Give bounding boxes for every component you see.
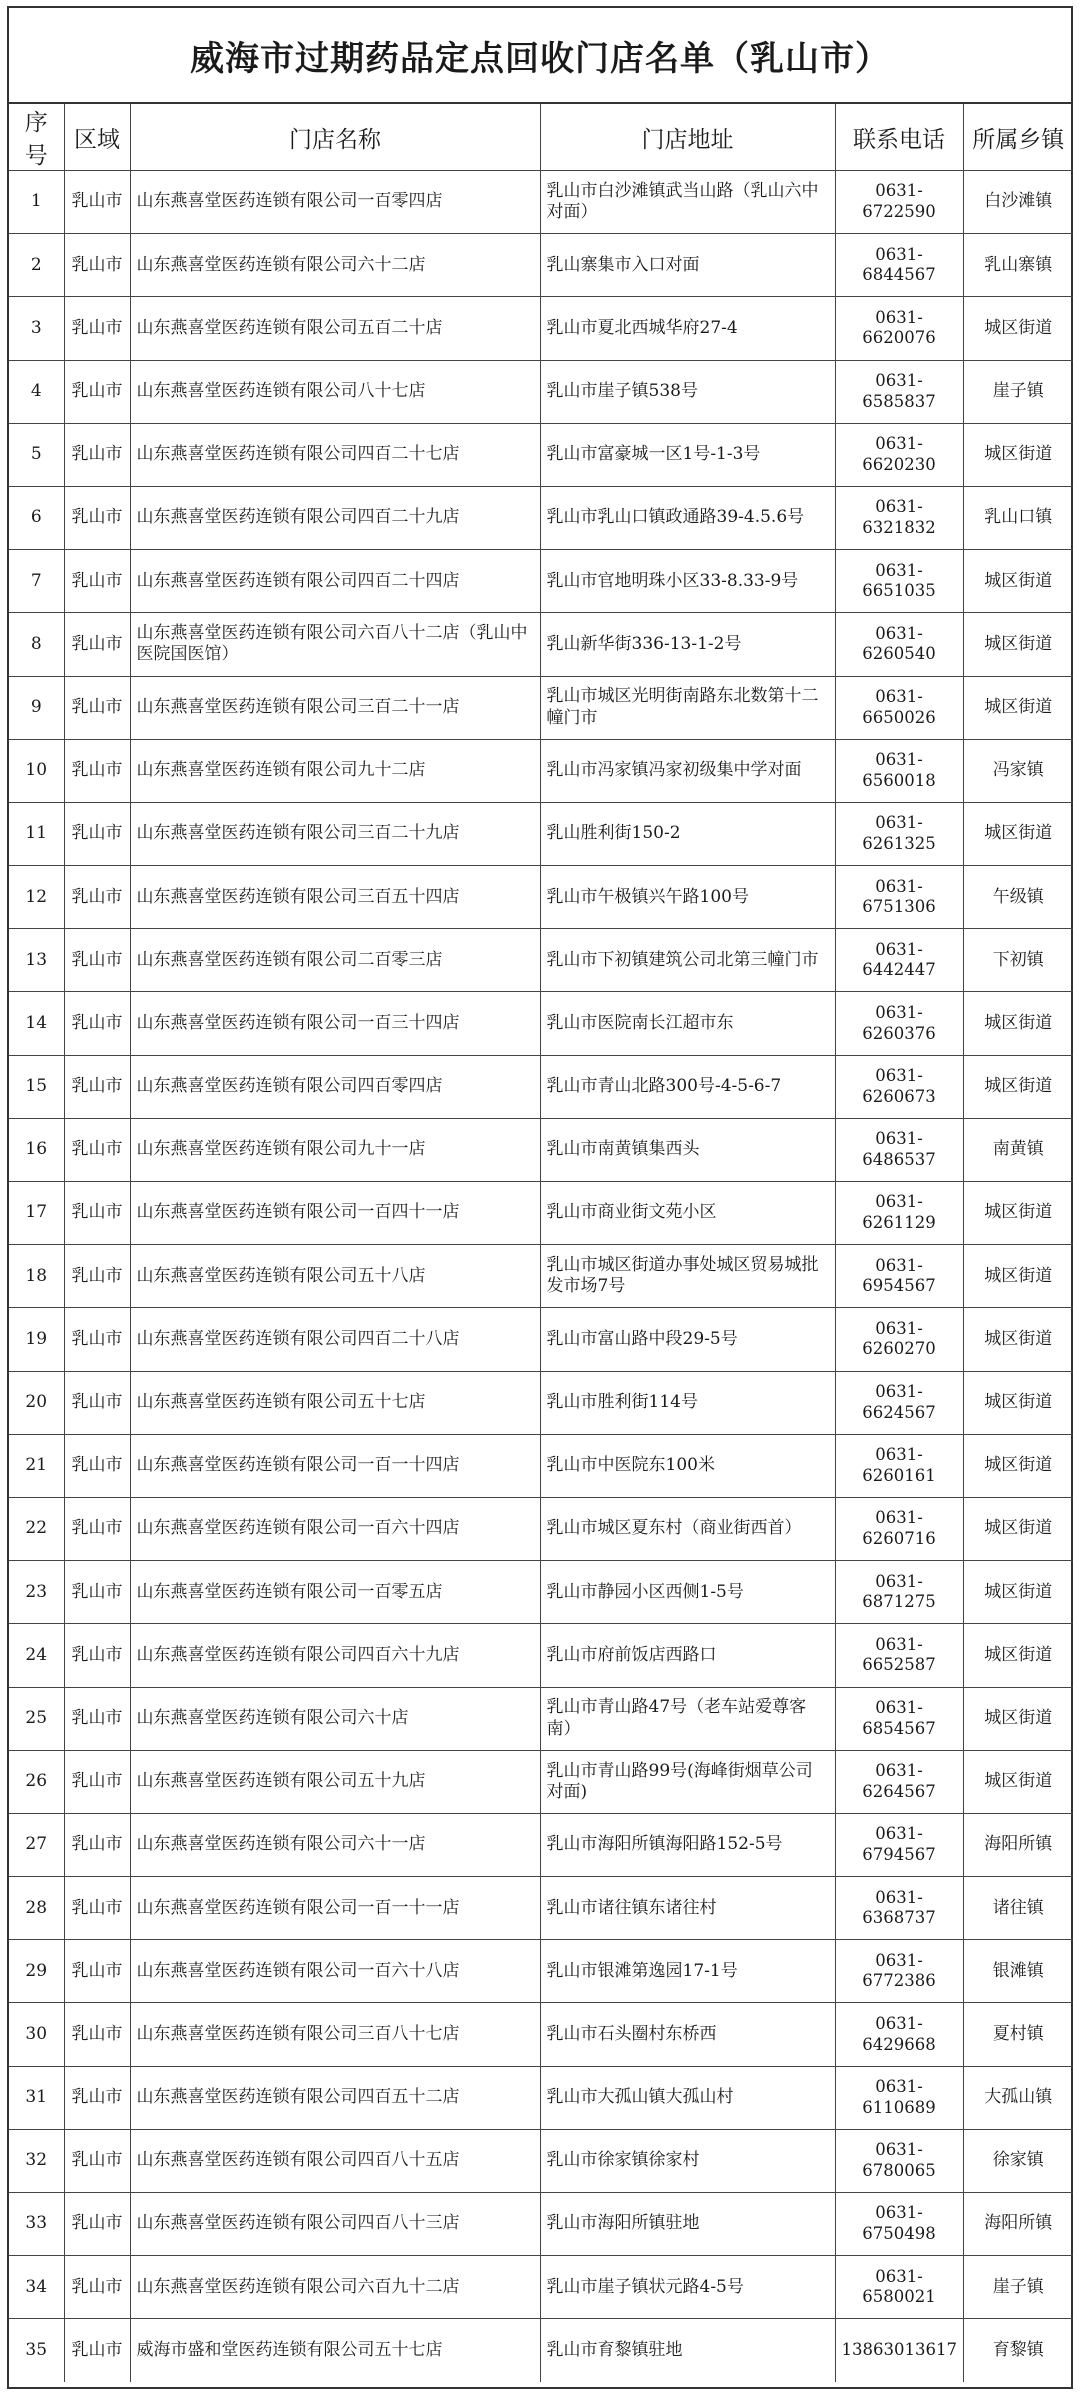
store-name-cell: 山东燕喜堂医药连锁有限公司三百二十九店 bbox=[130, 802, 540, 865]
store-name-cell: 山东燕喜堂医药连锁有限公司三百二十一店 bbox=[130, 676, 540, 739]
serial-cell: 25 bbox=[9, 1687, 64, 1750]
serial-cell: 27 bbox=[9, 1813, 64, 1876]
store-name-cell: 山东燕喜堂医药连锁有限公司五百二十店 bbox=[130, 297, 540, 360]
header-phone: 联系电话 bbox=[835, 104, 963, 171]
store-address-cell: 乳山市商业街文苑小区 bbox=[540, 1182, 835, 1245]
store-name-cell: 山东燕喜堂医药连锁有限公司九十一店 bbox=[130, 1118, 540, 1181]
serial-cell: 31 bbox=[9, 2066, 64, 2129]
town-cell: 城区街道 bbox=[963, 676, 1073, 739]
table-row bbox=[9, 1434, 1073, 1497]
table-row bbox=[9, 1371, 1073, 1434]
phone-cell: 0631-6871275 bbox=[835, 1561, 963, 1624]
town-cell: 城区街道 bbox=[963, 613, 1073, 676]
area-cell: 乳山市 bbox=[64, 2003, 130, 2066]
table-row bbox=[9, 2256, 1073, 2319]
phone-cell: 0631-6854567 bbox=[835, 1687, 963, 1750]
store-name-cell: 山东燕喜堂医药连锁有限公司一百零五店 bbox=[130, 1561, 540, 1624]
area-cell: 乳山市 bbox=[64, 2193, 130, 2256]
area-cell: 乳山市 bbox=[64, 486, 130, 549]
area-cell: 乳山市 bbox=[64, 929, 130, 992]
phone-cell: 0631-6261129 bbox=[835, 1182, 963, 1245]
phone-cell: 0631-6321832 bbox=[835, 486, 963, 549]
store-address-cell: 乳山市午极镇兴午路100号 bbox=[540, 866, 835, 929]
phone-cell: 0631-6954567 bbox=[835, 1245, 963, 1308]
area-cell: 乳山市 bbox=[64, 171, 130, 234]
area-cell: 乳山市 bbox=[64, 1182, 130, 1245]
town-cell: 城区街道 bbox=[963, 297, 1073, 360]
store-name-cell: 山东燕喜堂医药连锁有限公司四百八十五店 bbox=[130, 2129, 540, 2192]
town-cell: 夏村镇 bbox=[963, 2003, 1073, 2066]
phone-cell: 0631-6722590 bbox=[835, 171, 963, 234]
area-cell: 乳山市 bbox=[64, 1750, 130, 1813]
serial-cell: 21 bbox=[9, 1434, 64, 1497]
header-store-name: 门店名称 bbox=[130, 104, 540, 171]
store-name-cell: 山东燕喜堂医药连锁有限公司一百一十一店 bbox=[130, 1877, 540, 1940]
store-name-cell: 山东燕喜堂医药连锁有限公司五十八店 bbox=[130, 1245, 540, 1308]
town-cell: 徐家镇 bbox=[963, 2129, 1073, 2192]
store-name-cell: 山东燕喜堂医药连锁有限公司六十店 bbox=[130, 1687, 540, 1750]
store-address-cell: 乳山市城区街道办事处城区贸易城批发市场7号 bbox=[540, 1245, 835, 1308]
table-row bbox=[9, 739, 1073, 802]
area-cell: 乳山市 bbox=[64, 802, 130, 865]
serial-cell: 2 bbox=[9, 234, 64, 297]
serial-cell: 23 bbox=[9, 1561, 64, 1624]
phone-cell: 0631-6652587 bbox=[835, 1624, 963, 1687]
serial-cell: 10 bbox=[9, 739, 64, 802]
town-cell: 午级镇 bbox=[963, 866, 1073, 929]
table-row bbox=[9, 802, 1073, 865]
town-cell: 城区街道 bbox=[963, 1055, 1073, 1118]
table-row bbox=[9, 929, 1073, 992]
serial-cell: 19 bbox=[9, 1308, 64, 1371]
store-address-cell: 乳山市青山路47号（老车站爱尊客南） bbox=[540, 1687, 835, 1750]
store-address-cell: 乳山市富豪城一区1号-1-3号 bbox=[540, 423, 835, 486]
phone-cell: 0631-6620076 bbox=[835, 297, 963, 360]
store-address-cell: 乳山市大孤山镇大孤山村 bbox=[540, 2066, 835, 2129]
store-address-cell: 乳山胜利街150-2 bbox=[540, 802, 835, 865]
table-row bbox=[9, 1624, 1073, 1687]
store-address-cell: 乳山市石头圈村东桥西 bbox=[540, 2003, 835, 2066]
table-row bbox=[9, 866, 1073, 929]
table-row bbox=[9, 2193, 1073, 2256]
phone-cell: 13863013617 bbox=[835, 2319, 963, 2382]
town-cell: 城区街道 bbox=[963, 1497, 1073, 1560]
header-area: 区域 bbox=[64, 104, 130, 171]
table-row bbox=[9, 1245, 1073, 1308]
town-cell: 城区街道 bbox=[963, 1561, 1073, 1624]
serial-cell: 5 bbox=[9, 423, 64, 486]
store-name-cell: 山东燕喜堂医药连锁有限公司三百八十七店 bbox=[130, 2003, 540, 2066]
serial-cell: 34 bbox=[9, 2256, 64, 2319]
serial-cell: 4 bbox=[9, 360, 64, 423]
store-address-cell: 乳山市中医院东100米 bbox=[540, 1434, 835, 1497]
table-row bbox=[9, 423, 1073, 486]
phone-cell: 0631-6368737 bbox=[835, 1877, 963, 1940]
store-table bbox=[9, 104, 1073, 2382]
area-cell: 乳山市 bbox=[64, 2129, 130, 2192]
area-cell: 乳山市 bbox=[64, 992, 130, 1055]
area-cell: 乳山市 bbox=[64, 1813, 130, 1876]
area-cell: 乳山市 bbox=[64, 297, 130, 360]
table-body bbox=[9, 171, 1073, 2383]
store-address-cell: 乳山市下初镇建筑公司北第三幢门市 bbox=[540, 929, 835, 992]
town-cell: 银滩镇 bbox=[963, 1940, 1073, 2003]
store-name-cell: 山东燕喜堂医药连锁有限公司四百八十三店 bbox=[130, 2193, 540, 2256]
store-name-cell: 山东燕喜堂医药连锁有限公司六百九十二店 bbox=[130, 2256, 540, 2319]
serial-cell: 33 bbox=[9, 2193, 64, 2256]
table-row bbox=[9, 486, 1073, 549]
store-name-cell: 山东燕喜堂医药连锁有限公司一百零四店 bbox=[130, 171, 540, 234]
store-address-cell: 乳山市城区夏东村（商业街西首） bbox=[540, 1497, 835, 1560]
store-address-cell: 乳山新华街336-13-1-2号 bbox=[540, 613, 835, 676]
store-address-cell: 乳山市城区光明街南路东北数第十二幢门市 bbox=[540, 676, 835, 739]
table-row bbox=[9, 1687, 1073, 1750]
phone-cell: 0631-6624567 bbox=[835, 1371, 963, 1434]
table-row bbox=[9, 676, 1073, 739]
town-cell: 城区街道 bbox=[963, 1624, 1073, 1687]
store-address-cell: 乳山市青山路99号(海峰街烟草公司对面) bbox=[540, 1750, 835, 1813]
phone-cell: 0631-6650026 bbox=[835, 676, 963, 739]
phone-cell: 0631-6651035 bbox=[835, 550, 963, 613]
store-address-cell: 乳山市诸往镇东诸往村 bbox=[540, 1877, 835, 1940]
town-cell: 乳山口镇 bbox=[963, 486, 1073, 549]
phone-cell: 0631-6261325 bbox=[835, 802, 963, 865]
town-cell: 崖子镇 bbox=[963, 360, 1073, 423]
area-cell: 乳山市 bbox=[64, 1434, 130, 1497]
serial-cell: 17 bbox=[9, 1182, 64, 1245]
area-cell: 乳山市 bbox=[64, 550, 130, 613]
town-cell: 白沙滩镇 bbox=[963, 171, 1073, 234]
store-name-cell: 山东燕喜堂医药连锁有限公司一百六十四店 bbox=[130, 1497, 540, 1560]
town-cell: 南黄镇 bbox=[963, 1118, 1073, 1181]
area-cell: 乳山市 bbox=[64, 234, 130, 297]
store-name-cell: 山东燕喜堂医药连锁有限公司四百二十八店 bbox=[130, 1308, 540, 1371]
store-name-cell: 山东燕喜堂医药连锁有限公司五十七店 bbox=[130, 1371, 540, 1434]
area-cell: 乳山市 bbox=[64, 613, 130, 676]
town-cell: 城区街道 bbox=[963, 992, 1073, 1055]
town-cell: 城区街道 bbox=[963, 550, 1073, 613]
serial-cell: 6 bbox=[9, 486, 64, 549]
store-name-cell: 威海市盛和堂医药连锁有限公司五十七店 bbox=[130, 2319, 540, 2382]
table-row bbox=[9, 2003, 1073, 2066]
serial-cell: 35 bbox=[9, 2319, 64, 2382]
store-address-cell: 乳山市白沙滩镇武当山路（乳山六中对面） bbox=[540, 171, 835, 234]
area-cell: 乳山市 bbox=[64, 1245, 130, 1308]
serial-cell: 22 bbox=[9, 1497, 64, 1560]
town-cell: 诸往镇 bbox=[963, 1877, 1073, 1940]
table-row bbox=[9, 1813, 1073, 1876]
store-list-sheet bbox=[7, 6, 1073, 2389]
store-address-cell: 乳山市育黎镇驻地 bbox=[540, 2319, 835, 2382]
area-cell: 乳山市 bbox=[64, 423, 130, 486]
table-row bbox=[9, 550, 1073, 613]
town-cell: 海阳所镇 bbox=[963, 1813, 1073, 1876]
store-address-cell: 乳山市府前饭店西路口 bbox=[540, 1624, 835, 1687]
header-town: 所属乡镇 bbox=[963, 104, 1073, 171]
serial-cell: 13 bbox=[9, 929, 64, 992]
table-row bbox=[9, 1877, 1073, 1940]
serial-cell: 15 bbox=[9, 1055, 64, 1118]
table-row bbox=[9, 2129, 1073, 2192]
serial-cell: 1 bbox=[9, 171, 64, 234]
table-row bbox=[9, 1055, 1073, 1118]
phone-cell: 0631-6110689 bbox=[835, 2066, 963, 2129]
town-cell: 城区街道 bbox=[963, 1182, 1073, 1245]
store-address-cell: 乳山市夏北西城华府27-4 bbox=[540, 297, 835, 360]
store-name-cell: 山东燕喜堂医药连锁有限公司二百零三店 bbox=[130, 929, 540, 992]
store-address-cell: 乳山市医院南长江超市东 bbox=[540, 992, 835, 1055]
serial-cell: 16 bbox=[9, 1118, 64, 1181]
serial-cell: 28 bbox=[9, 1877, 64, 1940]
phone-cell: 0631-6620230 bbox=[835, 423, 963, 486]
store-name-cell: 山东燕喜堂医药连锁有限公司九十二店 bbox=[130, 739, 540, 802]
store-name-cell: 山东燕喜堂医药连锁有限公司五十九店 bbox=[130, 1750, 540, 1813]
store-name-cell: 山东燕喜堂医药连锁有限公司六十二店 bbox=[130, 234, 540, 297]
table-header-row bbox=[9, 104, 1073, 171]
phone-cell: 0631-6780065 bbox=[835, 2129, 963, 2192]
area-cell: 乳山市 bbox=[64, 1308, 130, 1371]
phone-cell: 0631-6560018 bbox=[835, 739, 963, 802]
town-cell: 乳山寨镇 bbox=[963, 234, 1073, 297]
store-name-cell: 山东燕喜堂医药连锁有限公司四百零四店 bbox=[130, 1055, 540, 1118]
area-cell: 乳山市 bbox=[64, 360, 130, 423]
town-cell: 城区街道 bbox=[963, 1434, 1073, 1497]
table-row bbox=[9, 234, 1073, 297]
store-address-cell: 乳山市崖子镇状元路4-5号 bbox=[540, 2256, 835, 2319]
table-row bbox=[9, 1561, 1073, 1624]
table-row bbox=[9, 992, 1073, 1055]
store-address-cell: 乳山市银滩第逸园17-1号 bbox=[540, 1940, 835, 2003]
phone-cell: 0631-6260270 bbox=[835, 1308, 963, 1371]
serial-cell: 7 bbox=[9, 550, 64, 613]
store-name-cell: 山东燕喜堂医药连锁有限公司四百六十九店 bbox=[130, 1624, 540, 1687]
area-cell: 乳山市 bbox=[64, 739, 130, 802]
store-name-cell: 山东燕喜堂医药连锁有限公司三百五十四店 bbox=[130, 866, 540, 929]
serial-cell: 8 bbox=[9, 613, 64, 676]
town-cell: 城区街道 bbox=[963, 1371, 1073, 1434]
store-address-cell: 乳山市海阳所镇驻地 bbox=[540, 2193, 835, 2256]
store-address-cell: 乳山市海阳所镇海阳路152-5号 bbox=[540, 1813, 835, 1876]
table-row bbox=[9, 2319, 1073, 2382]
area-cell: 乳山市 bbox=[64, 1687, 130, 1750]
town-cell: 城区街道 bbox=[963, 1687, 1073, 1750]
table-row bbox=[9, 171, 1073, 234]
serial-cell: 3 bbox=[9, 297, 64, 360]
store-name-cell: 山东燕喜堂医药连锁有限公司四百五十二店 bbox=[130, 2066, 540, 2129]
phone-cell: 0631-6772386 bbox=[835, 1940, 963, 2003]
table-row bbox=[9, 297, 1073, 360]
serial-cell: 29 bbox=[9, 1940, 64, 2003]
phone-cell: 0631-6429668 bbox=[835, 2003, 963, 2066]
area-cell: 乳山市 bbox=[64, 1561, 130, 1624]
serial-cell: 30 bbox=[9, 2003, 64, 2066]
store-name-cell: 山东燕喜堂医药连锁有限公司六十一店 bbox=[130, 1813, 540, 1876]
store-name-cell: 山东燕喜堂医药连锁有限公司四百二十九店 bbox=[130, 486, 540, 549]
phone-cell: 0631-6264567 bbox=[835, 1750, 963, 1813]
store-name-cell: 山东燕喜堂医药连锁有限公司一百四十一店 bbox=[130, 1182, 540, 1245]
area-cell: 乳山市 bbox=[64, 866, 130, 929]
area-cell: 乳山市 bbox=[64, 1877, 130, 1940]
table-row bbox=[9, 1940, 1073, 2003]
store-address-cell: 乳山市静园小区西侧1-5号 bbox=[540, 1561, 835, 1624]
store-name-cell: 山东燕喜堂医药连锁有限公司一百一十四店 bbox=[130, 1434, 540, 1497]
area-cell: 乳山市 bbox=[64, 2319, 130, 2382]
area-cell: 乳山市 bbox=[64, 1118, 130, 1181]
store-address-cell: 乳山市官地明珠小区33-8.33-9号 bbox=[540, 550, 835, 613]
town-cell: 城区街道 bbox=[963, 1750, 1073, 1813]
serial-cell: 24 bbox=[9, 1624, 64, 1687]
store-name-cell: 山东燕喜堂医药连锁有限公司一百六十八店 bbox=[130, 1940, 540, 2003]
area-cell: 乳山市 bbox=[64, 1055, 130, 1118]
table-row bbox=[9, 1497, 1073, 1560]
area-cell: 乳山市 bbox=[64, 1371, 130, 1434]
area-cell: 乳山市 bbox=[64, 1497, 130, 1560]
phone-cell: 0631-6260673 bbox=[835, 1055, 963, 1118]
area-cell: 乳山市 bbox=[64, 1940, 130, 2003]
phone-cell: 0631-6794567 bbox=[835, 1813, 963, 1876]
town-cell: 崖子镇 bbox=[963, 2256, 1073, 2319]
town-cell: 大孤山镇 bbox=[963, 2066, 1073, 2129]
town-cell: 下初镇 bbox=[963, 929, 1073, 992]
serial-cell: 20 bbox=[9, 1371, 64, 1434]
phone-cell: 0631-6260716 bbox=[835, 1497, 963, 1560]
serial-cell: 12 bbox=[9, 866, 64, 929]
area-cell: 乳山市 bbox=[64, 2066, 130, 2129]
phone-cell: 0631-6442447 bbox=[835, 929, 963, 992]
phone-cell: 0631-6585837 bbox=[835, 360, 963, 423]
phone-cell: 0631-6260540 bbox=[835, 613, 963, 676]
serial-cell: 26 bbox=[9, 1750, 64, 1813]
store-name-cell: 山东燕喜堂医药连锁有限公司六百八十二店（乳山中医院国医馆） bbox=[130, 613, 540, 676]
area-cell: 乳山市 bbox=[64, 2256, 130, 2319]
serial-cell: 18 bbox=[9, 1245, 64, 1308]
area-cell: 乳山市 bbox=[64, 1624, 130, 1687]
town-cell: 海阳所镇 bbox=[963, 2193, 1073, 2256]
store-address-cell: 乳山市冯家镇冯家初级集中学对面 bbox=[540, 739, 835, 802]
town-cell: 育黎镇 bbox=[963, 2319, 1073, 2382]
header-serial: 序号 bbox=[9, 104, 64, 171]
phone-cell: 0631-6486537 bbox=[835, 1118, 963, 1181]
store-address-cell: 乳山寨集市入口对面 bbox=[540, 234, 835, 297]
town-cell: 城区街道 bbox=[963, 802, 1073, 865]
phone-cell: 0631-6750498 bbox=[835, 2193, 963, 2256]
phone-cell: 0631-6844567 bbox=[835, 234, 963, 297]
page-title: 威海市过期药品定点回收门店名单（乳山市） bbox=[9, 8, 1071, 104]
store-address-cell: 乳山市徐家镇徐家村 bbox=[540, 2129, 835, 2192]
store-address-cell: 乳山市富山路中段29-5号 bbox=[540, 1308, 835, 1371]
table-row bbox=[9, 1750, 1073, 1813]
table-row bbox=[9, 360, 1073, 423]
table-row bbox=[9, 1308, 1073, 1371]
store-name-cell: 山东燕喜堂医药连锁有限公司一百三十四店 bbox=[130, 992, 540, 1055]
store-address-cell: 乳山市乳山口镇政通路39-4.5.6号 bbox=[540, 486, 835, 549]
table-row bbox=[9, 613, 1073, 676]
phone-cell: 0631-6260161 bbox=[835, 1434, 963, 1497]
phone-cell: 0631-6260376 bbox=[835, 992, 963, 1055]
phone-cell: 0631-6751306 bbox=[835, 866, 963, 929]
town-cell: 冯家镇 bbox=[963, 739, 1073, 802]
store-address-cell: 乳山市胜利街114号 bbox=[540, 1371, 835, 1434]
store-address-cell: 乳山市南黄镇集西头 bbox=[540, 1118, 835, 1181]
store-name-cell: 山东燕喜堂医药连锁有限公司四百二十四店 bbox=[130, 550, 540, 613]
area-cell: 乳山市 bbox=[64, 676, 130, 739]
table-row bbox=[9, 1182, 1073, 1245]
town-cell: 城区街道 bbox=[963, 1245, 1073, 1308]
serial-cell: 32 bbox=[9, 2129, 64, 2192]
serial-cell: 11 bbox=[9, 802, 64, 865]
store-name-cell: 山东燕喜堂医药连锁有限公司八十七店 bbox=[130, 360, 540, 423]
table-row bbox=[9, 1118, 1073, 1181]
table-row bbox=[9, 2066, 1073, 2129]
store-address-cell: 乳山市青山北路300号-4-5-6-7 bbox=[540, 1055, 835, 1118]
serial-cell: 14 bbox=[9, 992, 64, 1055]
store-name-cell: 山东燕喜堂医药连锁有限公司四百二十七店 bbox=[130, 423, 540, 486]
header-store-address: 门店地址 bbox=[540, 104, 835, 171]
serial-cell: 9 bbox=[9, 676, 64, 739]
phone-cell: 0631-6580021 bbox=[835, 2256, 963, 2319]
town-cell: 城区街道 bbox=[963, 1308, 1073, 1371]
store-address-cell: 乳山市崖子镇538号 bbox=[540, 360, 835, 423]
town-cell: 城区街道 bbox=[963, 423, 1073, 486]
